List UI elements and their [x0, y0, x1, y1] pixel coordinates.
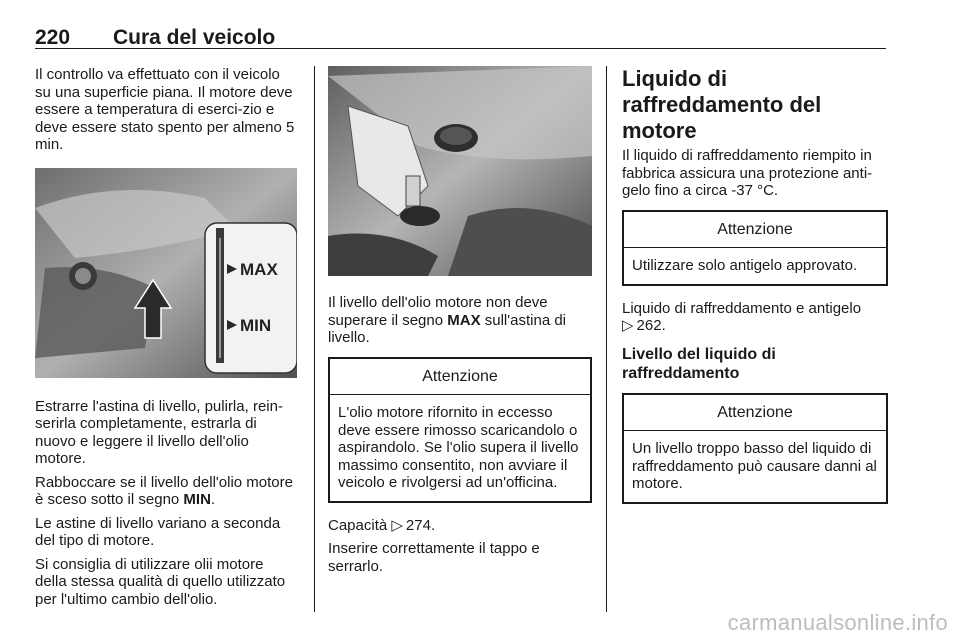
- warning-heading: Attenzione: [624, 212, 886, 249]
- paragraph: Il liquido di raffreddamento riempito in fabbrica assicura una protezione anti-gelo fino a circa -37 °C.: [622, 147, 873, 199]
- paragraph: Le astine di livello variano a seconda del tipo di motore.: [35, 514, 281, 549]
- min-label: MIN: [240, 315, 272, 335]
- paragraph: Estrarre l'astina di livello, pulirla, rein-serirla completamente, estrarla di nuovo e leggere il livello dell'olio motore.: [35, 397, 283, 467]
- warning-body: L'olio motore rifornito in eccesso deve essere rimosso scaricandolo o aspirandolo. Se l'olio supera il livello massimo consentito, non avviare il veicolo e rivolgersi ad un'officina.: [338, 404, 579, 491]
- page-title: Cura del veicolo: [113, 26, 276, 49]
- oil-filling-image: [328, 66, 592, 276]
- paragraph: Si consiglia di utilizzare olii motore della stessa qualità di quello utilizzato per l'ultimo cambio dell'olio.: [35, 555, 286, 608]
- warning-heading: Attenzione: [330, 359, 590, 396]
- max-label: MAX: [240, 259, 278, 279]
- warning-body: Un livello troppo basso del liquido di raffreddamento può causare danni al motore.: [632, 440, 877, 492]
- warning-body: Utilizzare solo antigelo approvato.: [632, 257, 858, 274]
- subsection-heading: Livello del liquido di raffreddamento: [622, 345, 776, 382]
- warning-heading: Attenzione: [624, 395, 886, 432]
- intro-paragraph: Il controllo va effettuato con il veicolo su una superficie piana. Il motore deve essere a temperatura di eserci-zio e deve essere stato spento per almeno 5 min.: [35, 66, 295, 153]
- dipstick-illustration: [35, 168, 297, 378]
- paragraph: Rabboccare se il livello dell'olio motore è sceso sotto il segno MIN.: [35, 473, 293, 508]
- paragraph: Il livello dell'olio motore non deve superare il segno MAX sull'astina di livello.: [328, 294, 567, 346]
- warning-box: [622, 393, 888, 504]
- page-header: [35, 26, 886, 49]
- column-divider: [314, 66, 315, 612]
- warning-box: [328, 357, 592, 503]
- section-heading: Liquido di raffreddamento del motore: [622, 66, 822, 143]
- capacity-paragraph: Capacità ▷ 274.: [328, 516, 436, 534]
- reference-arrow-icon: ▷: [391, 516, 403, 534]
- page-number: 220: [35, 26, 71, 49]
- column-divider: [606, 66, 607, 612]
- warning-box: [622, 210, 888, 286]
- oil-fill-illustration: [328, 66, 592, 276]
- paragraph: Inserire correttamente il tappo e serrarlo.: [328, 540, 540, 575]
- column-middle: [328, 66, 592, 581]
- column-left: [35, 66, 297, 614]
- reference-arrow-icon: ▷: [622, 317, 634, 334]
- reference-paragraph: Liquido di raffreddamento e antigelo ▷ 262.: [622, 299, 862, 334]
- engine-dipstick-image: [35, 168, 297, 378]
- column-right: [622, 66, 888, 518]
- watermark: carmanualsonline.info: [727, 610, 948, 635]
